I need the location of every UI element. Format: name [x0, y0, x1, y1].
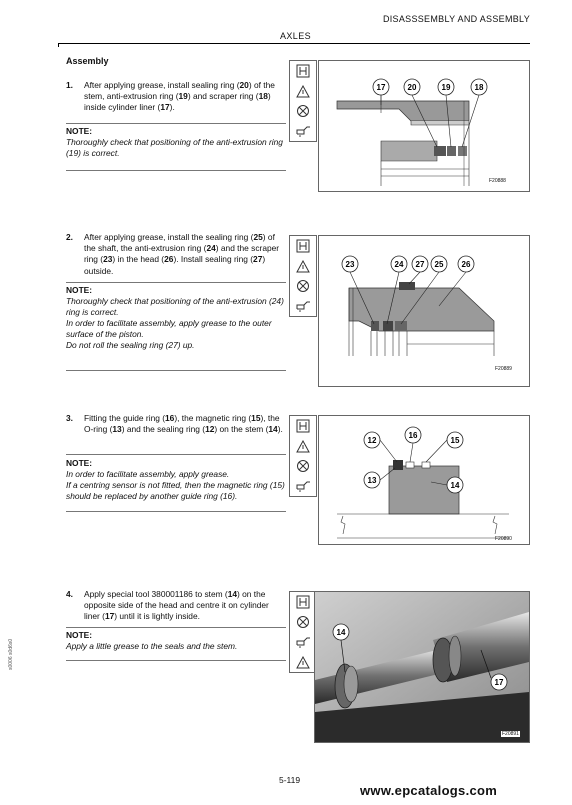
step-number: 3. — [66, 413, 73, 423]
callout-17: 17 — [376, 83, 386, 92]
figure-number: F20891 — [502, 731, 519, 737]
oil-can-icon — [290, 296, 316, 316]
warning-triangle-icon — [290, 436, 316, 456]
step-text: Apply special tool 380001186 to stem (14) on the opposite side of the head and centre it on cylinder liner (17) until it is lightly inside. — [84, 589, 269, 622]
warning-triangle-icon — [290, 256, 316, 276]
no-entry-icon — [290, 276, 316, 296]
step-number: 1. — [66, 80, 73, 90]
hand-tool-icon — [290, 592, 316, 612]
figure-3 — [318, 415, 530, 545]
callout-14: 14 — [450, 481, 460, 490]
note-1: NOTE: Thoroughly check that positioning of the anti-extrusion ring (19) is correct. — [66, 126, 283, 158]
header-title: DISASSSEMBLY AND ASSEMBLY — [382, 14, 530, 24]
no-entry-icon — [290, 101, 316, 121]
figure-1 — [318, 60, 530, 192]
callout-26: 26 — [461, 260, 471, 269]
oil-can-icon — [290, 632, 316, 652]
watermark: www.epcatalogs.com — [360, 783, 498, 798]
callout-17: 17 — [494, 678, 504, 687]
figure-4-photo — [314, 591, 530, 743]
page-number: 5-119 — [279, 775, 301, 785]
callout-24: 24 — [394, 260, 404, 269]
icon-column-2 — [289, 235, 317, 317]
oil-can-icon — [290, 476, 316, 496]
callout-19: 19 — [441, 83, 451, 92]
step-text: After applying grease, install sealing ring (20) of the stem, anti-extrusion ring (19) and scraper ring (18) inside cylinder liner (17). — [84, 80, 275, 113]
side-code: s0006 s0d6s0 — [8, 638, 14, 670]
warning-triangle-icon — [290, 652, 316, 672]
no-entry-icon — [290, 456, 316, 476]
step-4 — [66, 589, 286, 623]
step-3 — [66, 413, 286, 435]
figure-number: F20890 — [495, 536, 512, 542]
figure-number: F20889 — [495, 366, 512, 372]
figure-2 — [318, 235, 530, 387]
hand-tool-icon — [290, 416, 316, 436]
icon-column-4 — [289, 591, 317, 673]
header-divider — [58, 43, 530, 44]
icon-column-1 — [289, 60, 317, 142]
note-2: NOTE: Thoroughly check that positioning of the anti-extrusion (24) ring is correct. In order to facilitate assembly, apply grease to the outer surface of the piston. Do not roll the sealing ring (27) up. — [66, 285, 284, 350]
callout-16: 16 — [408, 431, 418, 440]
callout-18: 18 — [474, 83, 484, 92]
hand-tool-icon — [290, 61, 316, 81]
figure-number: F20888 — [489, 178, 506, 184]
no-entry-icon — [290, 612, 316, 632]
callout-27: 27 — [415, 260, 425, 269]
note-3: NOTE: In order to facilitate assembly, apply grease. If a centring sensor is not fitted, then the magnetic ring (15) should be replaced by another guide ring (16). — [66, 458, 285, 501]
step-text: After applying grease, install the sealing ring (25) of the shaft, the anti-extrusion ring (24) and the scraper ring (23) in the head (26). Install sealing ring (27) outside. — [84, 232, 280, 276]
icon-column-3 — [289, 415, 317, 497]
step-number: 2. — [66, 232, 73, 242]
callout-13: 13 — [367, 476, 377, 485]
oil-can-icon — [290, 121, 316, 141]
warning-triangle-icon — [290, 81, 316, 101]
step-2 — [66, 232, 286, 277]
callout-25: 25 — [434, 260, 444, 269]
callout-14: 14 — [336, 628, 346, 637]
header-subtitle: AXLES — [280, 31, 312, 41]
callout-15: 15 — [450, 436, 460, 445]
callout-23: 23 — [345, 260, 355, 269]
step-number: 4. — [66, 589, 73, 599]
hand-tool-icon — [290, 236, 316, 256]
step-text: Fitting the guide ring (16), the magnetic ring (15), the O-ring (13) and the sealing ring (12) on the stem (14). — [84, 413, 283, 435]
section-heading: Assembly — [66, 56, 109, 66]
step-1 — [66, 80, 286, 114]
callout-20: 20 — [407, 83, 417, 92]
note-4: NOTE: Apply a little grease to the seals and the stem. — [66, 630, 238, 651]
callout-12: 12 — [367, 436, 377, 445]
